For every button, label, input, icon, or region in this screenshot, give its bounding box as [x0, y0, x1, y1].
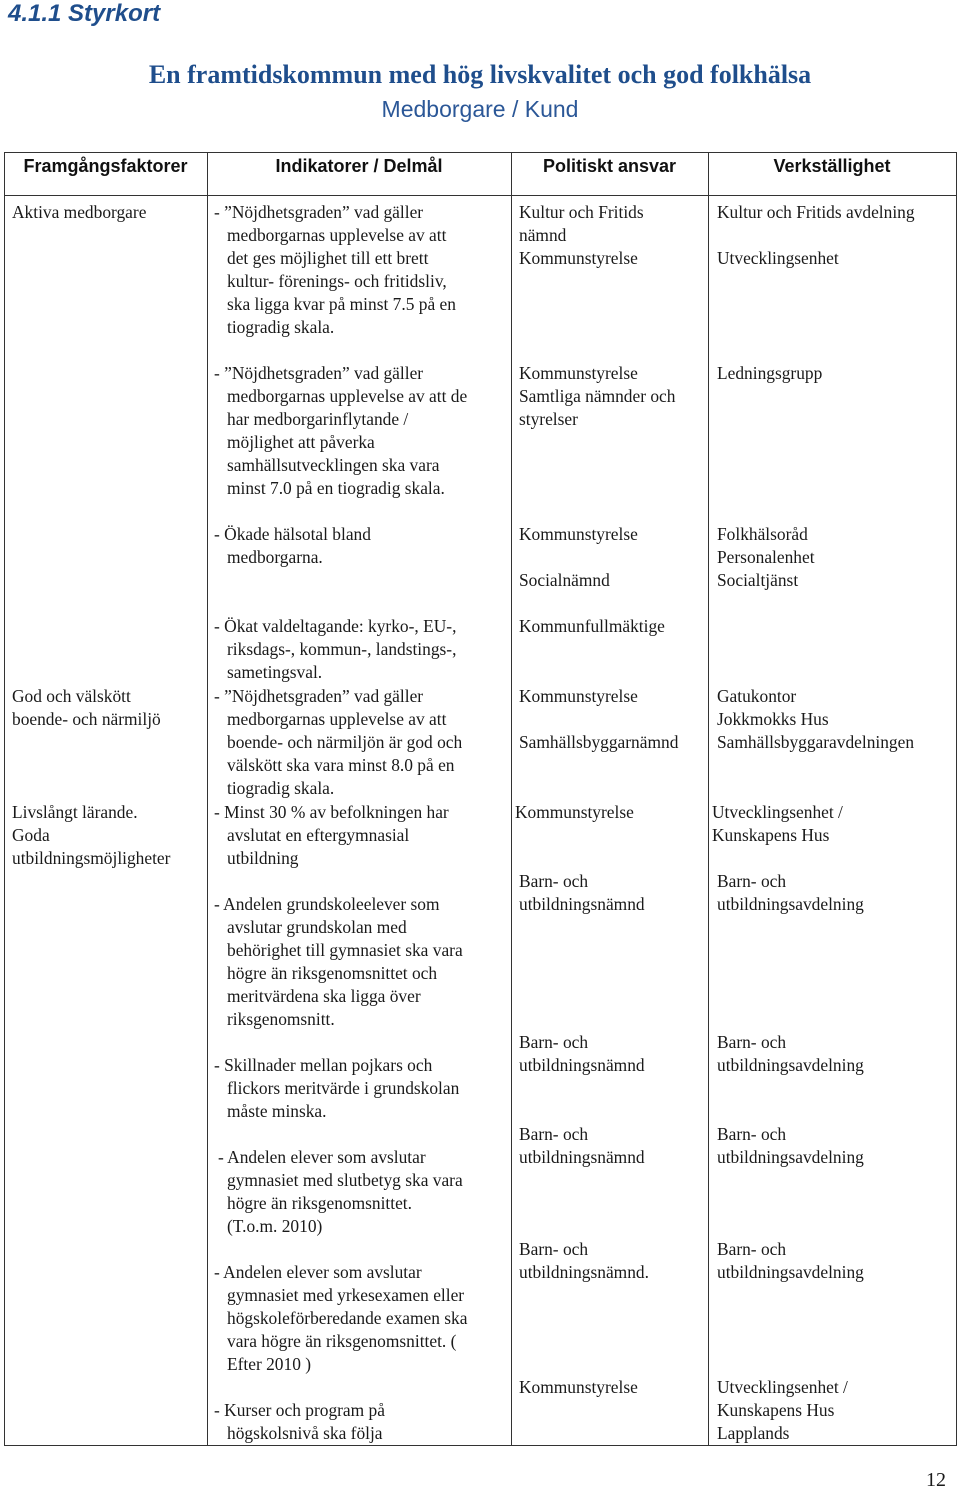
- cell-text-line: högskolsnivå ska följa: [227, 1423, 383, 1443]
- cell-text-line: avslutat en eftergymnasial: [227, 825, 410, 845]
- column-header-verkstallighet: Verkställighet: [773, 156, 891, 176]
- page-number: 12: [926, 1469, 946, 1491]
- cell-text-line: vara högre än riksgenomsnittet. (: [227, 1331, 457, 1351]
- cell-text-line: - Minst 30 % av befolkningen har: [214, 802, 449, 822]
- column-header-indikatorer: Indikatorer / Delmål: [275, 156, 443, 176]
- cell-text-line: Socialtjänst: [717, 570, 799, 590]
- cell-text-line: Kommunstyrelse: [519, 686, 638, 706]
- table-bottom-border: [4, 1445, 957, 1446]
- cell-text-line: gymnasiet med slutbetyg ska vara: [227, 1170, 463, 1190]
- cell-text-line: högre än riksgenomsnittet.: [227, 1193, 412, 1213]
- cell-text-line: Kommunstyrelse: [519, 524, 638, 544]
- cell-text-line: nämnd: [519, 225, 567, 245]
- cell-text-line: utbildningsavdelning: [717, 894, 864, 914]
- cell-text-line: meritvärdena ska ligga över: [227, 986, 421, 1006]
- cell-text-line: God och välskött: [12, 686, 131, 706]
- cell-text-line: tiogradig skala.: [227, 317, 335, 337]
- cell-text-line: Kultur och Fritids avdelning: [717, 202, 915, 222]
- cell-text-line: utbildningsnämnd: [519, 1147, 645, 1167]
- cell-text-line: Kommunstyrelse: [519, 248, 638, 268]
- cell-text-line: Folkhälsoråd: [717, 524, 808, 544]
- cell-text-line: Aktiva medborgare: [12, 202, 147, 222]
- cell-text-line: Socialnämnd: [519, 570, 610, 590]
- cell-text-line: Goda: [12, 825, 50, 845]
- cell-text-line: Livslångt lärande.: [12, 802, 138, 822]
- table-header-border: [4, 195, 957, 196]
- cell-text-line: Kommunstyrelse: [515, 802, 634, 822]
- cell-text-line: - Skillnader mellan pojkars och: [214, 1055, 433, 1075]
- cell-text-line: Utvecklingsenhet /: [717, 1377, 848, 1397]
- cell-text-line: Lapplands: [717, 1423, 790, 1443]
- cell-text-line: - Andelen elever som avslutar: [218, 1147, 426, 1167]
- cell-text-line: utbildningsavdelning: [717, 1262, 864, 1282]
- cell-text-line: Samtliga nämnder och: [519, 386, 676, 406]
- cell-text-line: Utvecklingsenhet /: [712, 802, 843, 822]
- cell-text-line: välskött ska vara minst 8.0 på en: [227, 755, 455, 775]
- cell-text-line: Kunskapens Hus: [712, 825, 830, 845]
- cell-text-line: utbildning: [227, 848, 299, 868]
- cell-text-line: styrelser: [519, 409, 578, 429]
- cell-text-line: Efter 2010 ): [227, 1354, 312, 1374]
- cell-text-line: Barn- och: [717, 1239, 787, 1259]
- cell-text-line: utbildningsavdelning: [717, 1147, 864, 1167]
- cell-text-line: medborgarna.: [227, 547, 323, 567]
- column-divider-1: [207, 152, 208, 1446]
- cell-text-line: möjlighet att påverka: [227, 432, 375, 452]
- cell-text-line: medborgarnas upplevelse av att de: [227, 386, 468, 406]
- cell-text-line: måste minska.: [227, 1101, 327, 1121]
- table-left-border: [4, 152, 5, 1446]
- cell-text-line: Barn- och: [519, 1032, 589, 1052]
- cell-text-line: kultur- förenings- och fritidsliv,: [227, 271, 447, 291]
- column-divider-3: [708, 152, 709, 1446]
- cell-text-line: Barn- och: [519, 1124, 589, 1144]
- cell-text-line: Ledningsgrupp: [717, 363, 823, 383]
- cell-text-line: - Ökade hälsotal bland: [214, 524, 371, 544]
- cell-text-line: (T.o.m. 2010): [227, 1216, 323, 1236]
- cell-text-line: Barn- och: [717, 1124, 787, 1144]
- cell-text-line: utbildningsnämnd: [519, 1055, 645, 1075]
- cell-text-line: utbildningsavdelning: [717, 1055, 864, 1075]
- cell-text-line: Kommunstyrelse: [519, 363, 638, 383]
- cell-text-line: samhällsutvecklingen ska vara: [227, 455, 440, 475]
- cell-text-line: Barn- och: [519, 1239, 589, 1259]
- cell-text-line: riksgenomsnitt.: [227, 1009, 335, 1029]
- cell-text-line: Utvecklingsenhet: [717, 248, 839, 268]
- cell-text-line: - ”Nöjdhetsgraden” vad gäller: [214, 202, 424, 222]
- cell-text-line: medborgarnas upplevelse av att: [227, 709, 447, 729]
- cell-text-line: Personalenhet: [717, 547, 815, 567]
- cell-text-line: högre än riksgenomsnittet och: [227, 963, 438, 983]
- column-divider-2: [511, 152, 512, 1446]
- cell-text-line: Jokkmokks Hus: [717, 709, 829, 729]
- cell-text-line: Samhällsbyggarnämnd: [519, 732, 679, 752]
- cell-text-line: utbildningsnämnd: [519, 894, 645, 914]
- cell-text-line: flickors meritvärde i grundskolan: [227, 1078, 460, 1098]
- cell-text-line: Kultur och Fritids: [519, 202, 644, 222]
- cell-text-line: Barn- och: [519, 871, 589, 891]
- cell-text-line: Barn- och: [717, 1032, 787, 1052]
- cell-text-line: gymnasiet med yrkesexamen eller: [227, 1285, 465, 1305]
- cell-text-line: sametingsval.: [227, 662, 323, 682]
- section-heading: 4.1.1 Styrkort: [8, 0, 161, 27]
- cell-text-line: - Andelen elever som avslutar: [214, 1262, 422, 1282]
- cell-text-line: utbildningsnämnd.: [519, 1262, 649, 1282]
- cell-text-line: Barn- och: [717, 871, 787, 891]
- cell-text-line: boende- och närmiljön är god och: [227, 732, 463, 752]
- cell-text-line: - Kurser och program på: [214, 1400, 385, 1420]
- cell-text-line: utbildningsmöjligheter: [12, 848, 171, 868]
- cell-text-line: riksdags-, kommun-, landstings-,: [227, 639, 457, 659]
- cell-text-line: Kunskapens Hus: [717, 1400, 835, 1420]
- cell-text-line: - ”Nöjdhetsgraden” vad gäller: [214, 363, 424, 383]
- cell-text-line: Kommunfullmäktige: [519, 616, 665, 636]
- page-title: En framtidskommun med hög livskvalitet och god folkhälsa: [148, 60, 812, 89]
- table-right-border: [956, 152, 957, 1446]
- table-top-border: [4, 152, 957, 153]
- cell-text-line: högskoleförberedande examen ska: [227, 1308, 468, 1328]
- cell-text-line: Samhällsbyggaravdelningen: [717, 732, 915, 752]
- page-subtitle: Medborgare / Kund: [381, 96, 579, 122]
- cell-text-line: det ges möjlighet till ett brett: [227, 248, 429, 268]
- cell-text-line: minst 7.0 på en tiogradig skala.: [227, 478, 445, 498]
- cell-text-line: boende- och närmiljö: [12, 709, 161, 729]
- column-header-framgangsfaktorer: Framgångsfaktorer: [23, 156, 188, 176]
- cell-text-line: behörighet till gymnasiet ska vara: [227, 940, 463, 960]
- cell-text-line: medborgarnas upplevelse av att: [227, 225, 447, 245]
- cell-text-line: tiogradig skala.: [227, 778, 335, 798]
- cell-text-line: avslutar grundskolan med: [227, 917, 407, 937]
- cell-text-line: - Ökat valdeltagande: kyrko-, EU-,: [214, 616, 457, 636]
- cell-text-line: Gatukontor: [717, 686, 797, 706]
- column-header-politiskt-ansvar: Politiskt ansvar: [542, 156, 677, 176]
- cell-text-line: har medborgarinflytande /: [227, 409, 409, 429]
- cell-text-line: ska ligga kvar på minst 7.5 på en: [227, 294, 456, 314]
- cell-text-line: - ”Nöjdhetsgraden” vad gäller: [214, 686, 424, 706]
- cell-text-line: - Andelen grundskoleelever som: [214, 894, 440, 914]
- cell-text-line: Kommunstyrelse: [519, 1377, 638, 1397]
